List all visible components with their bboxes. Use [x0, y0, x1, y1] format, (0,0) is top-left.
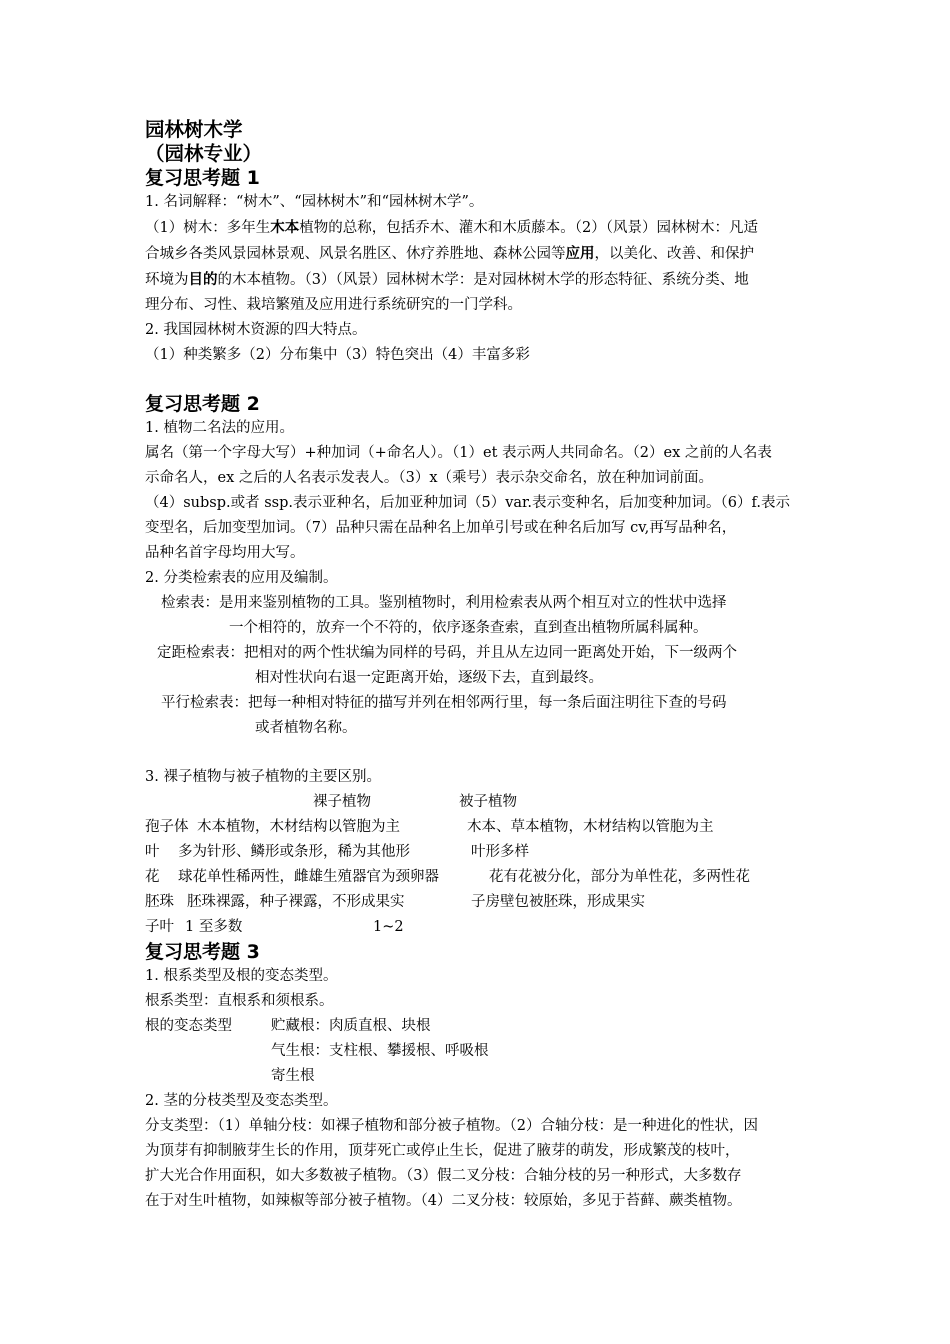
s3-question-2: 2. 茎的分枝类型及变态类型。: [145, 1093, 338, 1109]
table-row: [145, 840, 810, 865]
s3-answer-2-line: 为顶芽有抑制腋芽生长的作用，顶芽死亡或停止生长，促进了腋芽的萌发，形成繁茂的枝叶，: [145, 1143, 740, 1159]
s1-question-1: 1. 名词解释：“树木”、“园林树木”和“园林树木学”。: [145, 194, 484, 210]
table-row: [145, 865, 810, 890]
s3-answer-1-line: [145, 1014, 810, 1039]
s1-answer-1-line: [145, 215, 810, 241]
col-header-angiosperm: 被子植物: [459, 794, 517, 810]
def-indented-key-cont: 相对性状向右退一定距离开始，逐级下去，直到最终。: [255, 670, 603, 686]
cell-angiosperm: 1~2: [373, 919, 404, 935]
s3-answer-2-line: 在于对生叶植物，如辣椒等部分被子植物。（4）二叉分枝：较原始，多见于苔藓、蕨类植物。: [145, 1193, 742, 1209]
table-row: [145, 890, 810, 915]
s2-answer-1-line: 品种名首字母均用大写。: [145, 545, 305, 561]
text-run: （1）树木：多年生: [145, 220, 271, 236]
s1-answer-1-line: 理分布、习性、栽培繁殖及应用进行系统研究的一门学科。: [145, 297, 522, 313]
comparison-table: [145, 790, 810, 940]
s3-answer-1-line: 气生根：支柱根、攀援根、呼吸根: [271, 1043, 489, 1059]
s1-answer-1-line: [145, 241, 810, 267]
s2-answer-1-line: （4）subsp.或者 ssp.表示亚种名，后加亚种加词（5）var.表示变种名，后加变种加词。（6）f.表示: [145, 495, 790, 511]
s3-question-1: 1. 根系类型及根的变态类型。: [145, 968, 338, 984]
cell-gymnosperm: 1 至多数: [185, 919, 243, 935]
s3-answer-2-line: 扩大光合作用面积，如大多数被子植物。（3）假二叉分枝：合轴分枝的另一种形式，大多数存: [145, 1168, 742, 1184]
doc-title: 园林树木学: [145, 118, 243, 141]
cell-gymnosperm: 球花单性稀两性，雌雄生殖器官为颈卵器: [178, 869, 439, 885]
s1-answer-2: （1）种类繁多（2）分布集中（3）特色突出（4）丰富多彩: [145, 347, 530, 363]
text-run: 合城乡各类风景园林景观、风景名胜区、休疗养胜地、森林公园等: [145, 246, 566, 262]
text-run: 环境为: [145, 272, 189, 288]
table-header-row: [145, 790, 810, 815]
document-page: [145, 118, 810, 1214]
text-run: ，以美化、改善、和保护: [594, 246, 754, 262]
s2-answer-1-line: 示命名人，ex 之后的人名表示发表人。（3）x（乘号）表示杂交命名，放在种加词前面。: [145, 470, 714, 486]
s3-answer-2-line: 分支类型：（1）单轴分枝：如裸子植物和部分被子植物。（2）合轴分枝：是一种进化的性状，因: [145, 1118, 758, 1134]
row-label: 花: [145, 869, 160, 885]
section-3-heading: 复习思考题 3: [145, 941, 260, 963]
spacer: [145, 741, 810, 765]
s2-answer-1-line: 变型名，后加变型加词。（7）品种只需在品种名上加单引号或在种名后加写 cv,再写品种名，: [145, 520, 737, 536]
table-row: [145, 815, 810, 840]
cell-gymnosperm: 木本植物，木材结构以管胞为主: [197, 819, 400, 835]
cell-gymnosperm: 多为针形、鳞形或条形，稀为其他形: [178, 844, 410, 860]
cell-gymnosperm: 胚珠裸露，种子裸露，不形成果实: [187, 894, 405, 910]
def-parallel-key: 平行检索表：把每一种相对特征的描写并列在相邻两行里，每一条后面注明往下查的号码: [161, 695, 727, 711]
def-parallel-key-cont: 或者植物名称。: [255, 720, 357, 736]
spacer: [145, 368, 810, 392]
section-1-heading: 复习思考题 1: [145, 167, 260, 189]
s3-answer-1-line: 根系类型：直根系和须根系。: [145, 993, 334, 1009]
def-key-table-cont: 一个相符的，放弃一个不符的，依序逐条查索，直到查出植物所属科属种。: [229, 620, 708, 636]
table-row: [145, 915, 810, 940]
row-label: 孢子体: [145, 819, 189, 835]
row-label: 子叶: [145, 919, 174, 935]
cell-angiosperm: 叶形多样: [471, 844, 529, 860]
def-key-table: 检索表：是用来鉴别植物的工具。鉴别植物时，利用检索表从两个相互对立的性状中选择: [161, 595, 727, 611]
section-2-heading: 复习思考题 2: [145, 393, 260, 415]
s2-answer-1-line: 属名（第一个字母大写）+种加词（+命名人）。（1）et 表示两人共同命名。（2）ex 之前的人名表: [145, 445, 772, 461]
bold-term: 目的: [188, 271, 218, 288]
row-label: 叶: [145, 844, 160, 860]
bold-term: 应用: [565, 245, 595, 262]
text-run: 的木本植物。（3）（风景）园林树木学：是对园林树木学的形态特征、系统分类、地: [217, 272, 749, 288]
def-indented-key: 定距检索表：把相对的两个性状编为同样的号码，并且从左边同一距离处开始，下一级两个: [157, 645, 737, 661]
s1-question-2: 2. 我国园林树木资源的四大特点。: [145, 322, 367, 338]
text-run: 植物的总称，包括乔木、灌木和木质藤本。（2）（风景）园林树木：凡适: [299, 220, 758, 236]
doc-subtitle: （园林专业）: [145, 142, 263, 165]
cell-angiosperm: 木本、草本植物，木材结构以管胞为主: [467, 819, 714, 835]
root-modification-value: 贮藏根：肉质直根、块根: [271, 1018, 431, 1034]
s3-answer-1-line: 寄生根: [271, 1068, 315, 1084]
cell-angiosperm: 子房壁包被胚珠，形成果实: [471, 894, 645, 910]
s2-question-3: 3. 裸子植物与被子植物的主要区别。: [145, 769, 381, 785]
col-header-gymnosperm: 裸子植物: [313, 794, 371, 810]
bold-term: 木本: [270, 219, 300, 236]
root-modification-label: 根的变态类型: [145, 1018, 232, 1034]
s2-question-1: 1. 植物二名法的应用。: [145, 420, 294, 436]
row-label: 胚珠: [145, 894, 174, 910]
s2-question-2: 2. 分类检索表的应用及编制。: [145, 570, 338, 586]
cell-angiosperm: 花有花被分化，部分为单性花，多两性花: [489, 869, 750, 885]
s1-answer-1-line: [145, 267, 810, 293]
